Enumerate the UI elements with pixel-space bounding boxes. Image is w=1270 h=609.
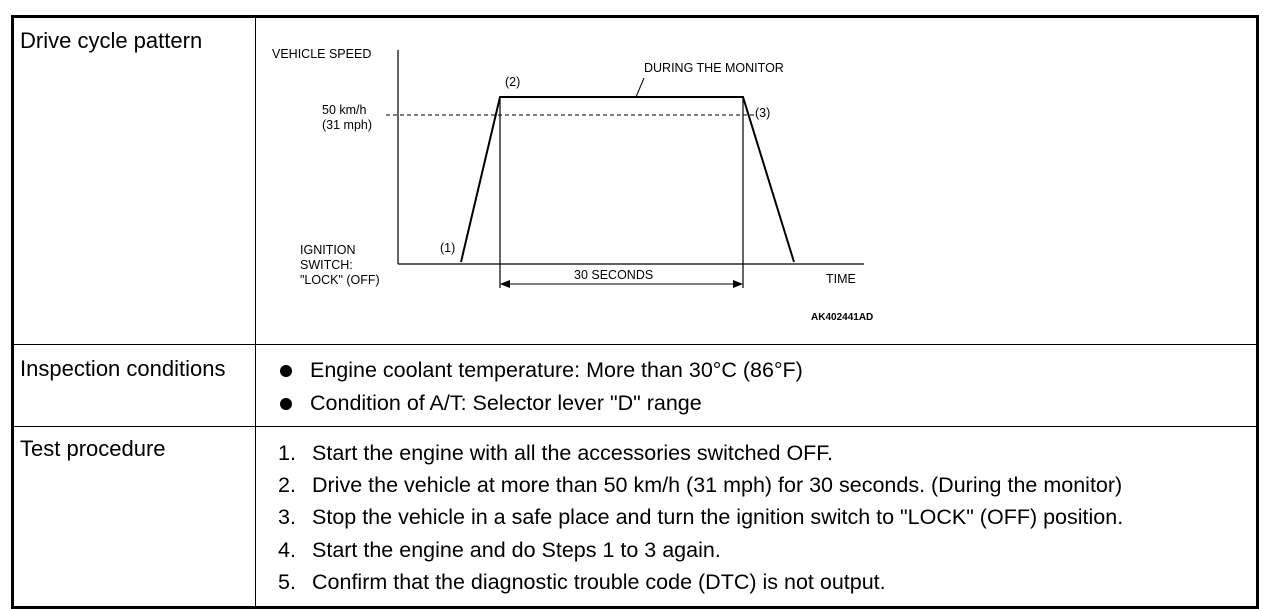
ignition-label-line3: "LOCK" (OFF) bbox=[300, 273, 380, 287]
list-item bbox=[256, 437, 1256, 469]
inspection-content bbox=[256, 345, 1258, 427]
speed-profile-line bbox=[461, 97, 794, 262]
step-text: Start the engine with all the accessories switched OFF. bbox=[312, 440, 834, 465]
inspection-label: Inspection conditions bbox=[13, 345, 256, 427]
speed-kmh-label: 50 km/h bbox=[322, 103, 367, 117]
inspection-list bbox=[256, 345, 1256, 420]
inspection-item-text: Engine coolant temperature: More than 30°C (86°F) bbox=[310, 358, 803, 382]
vehicle-speed-label: VEHICLE SPEED bbox=[272, 47, 372, 61]
duration-arrow-left-head bbox=[500, 280, 510, 288]
drive-cycle-diagram-cell bbox=[256, 17, 1258, 345]
drive-cycle-row bbox=[13, 17, 1258, 345]
list-item bbox=[256, 387, 1256, 420]
point-3-label: (3) bbox=[755, 106, 771, 120]
list-item bbox=[256, 534, 1256, 566]
ignition-label-line2: SWITCH: bbox=[300, 258, 353, 272]
step-text: Confirm that the diagnostic trouble code (DTC) is not output. bbox=[312, 569, 886, 594]
duration-arrow-right-head bbox=[733, 280, 743, 288]
drive-cycle-label: Drive cycle pattern bbox=[13, 17, 256, 345]
step-text: Drive the vehicle at more than 50 km/h (31 mph) for 30 seconds. (During the monitor) bbox=[312, 472, 1123, 497]
specification-table bbox=[11, 15, 1259, 609]
inspection-row bbox=[13, 345, 1258, 427]
speed-mph-label: (31 mph) bbox=[322, 118, 373, 132]
during-monitor-label: DURING THE MONITOR bbox=[644, 61, 784, 75]
bullet-icon bbox=[280, 398, 292, 410]
procedure-content bbox=[256, 427, 1258, 608]
list-item bbox=[256, 354, 1256, 387]
step-number: 4. bbox=[278, 537, 296, 562]
step-number: 5. bbox=[278, 569, 296, 594]
duration-label: 30 SECONDS bbox=[574, 268, 654, 282]
procedure-row bbox=[13, 427, 1258, 608]
monitor-leader-line bbox=[636, 78, 644, 97]
list-item bbox=[256, 502, 1256, 534]
procedure-label: Test procedure bbox=[13, 427, 256, 608]
point-1-label: (1) bbox=[440, 241, 456, 255]
list-item bbox=[256, 566, 1256, 598]
step-text: Start the engine and do Steps 1 to 3 again. bbox=[312, 537, 721, 562]
procedure-steps bbox=[256, 427, 1256, 598]
point-2-label: (2) bbox=[505, 75, 521, 89]
bullet-icon bbox=[280, 365, 292, 377]
drive-cycle-diagram bbox=[256, 18, 1256, 334]
figure-code-label: AK402441AD bbox=[811, 312, 874, 323]
list-item bbox=[256, 469, 1256, 501]
step-number: 3. bbox=[278, 505, 296, 530]
ignition-label-line1: IGNITION bbox=[300, 243, 356, 257]
step-number: 1. bbox=[278, 440, 296, 465]
inspection-item-text: Condition of A/T: Selector lever "D" range bbox=[310, 391, 702, 415]
time-axis-label: TIME bbox=[826, 272, 856, 286]
step-text: Stop the vehicle in a safe place and turn the ignition switch to "LOCK" (OFF) position. bbox=[312, 505, 1124, 530]
step-number: 2. bbox=[278, 472, 296, 497]
